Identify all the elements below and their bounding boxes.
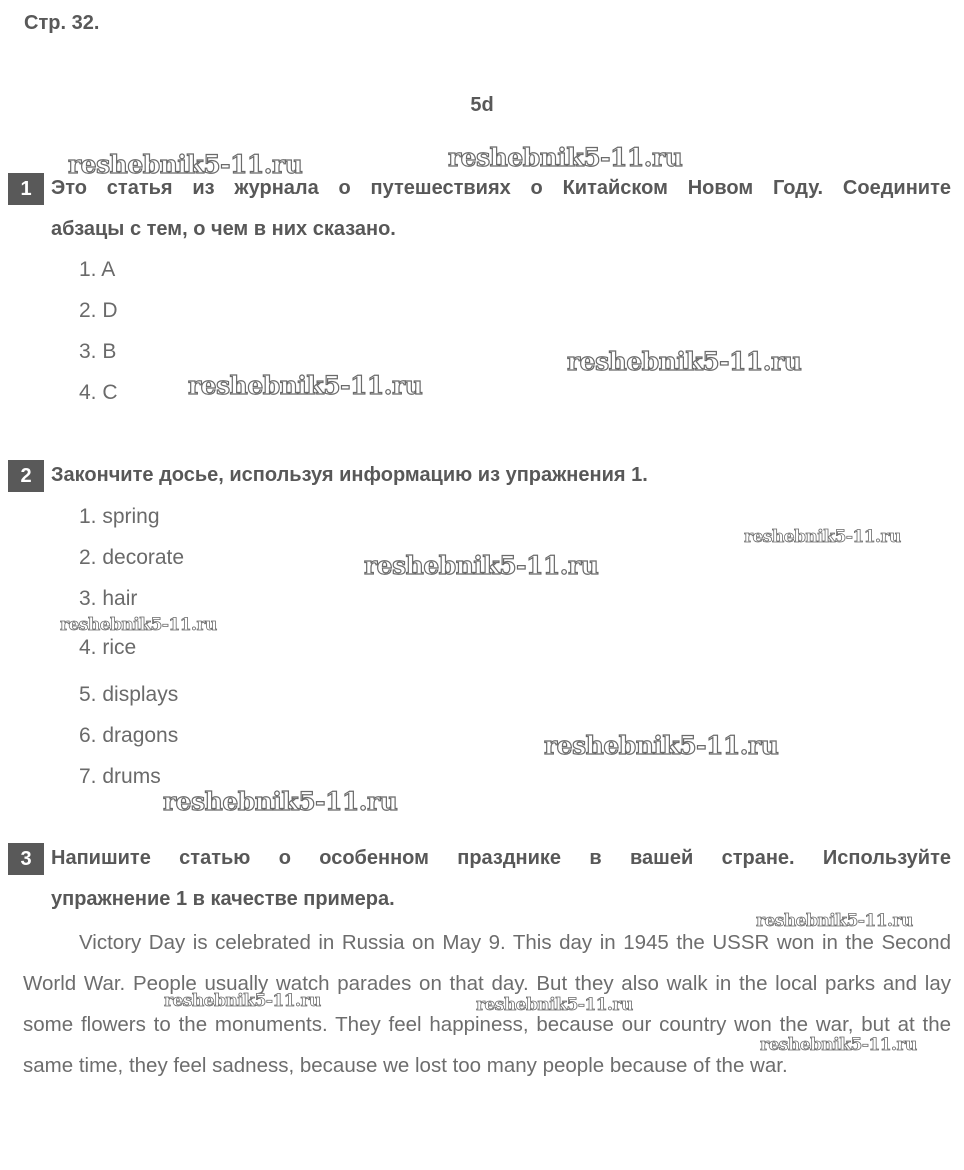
watermark: reshebnik5-11.ru <box>744 527 901 547</box>
watermark: reshebnik5-11.ru <box>448 143 683 172</box>
watermark: reshebnik5-11.ru <box>756 911 913 931</box>
watermark: reshebnik5-11.ru <box>760 1035 917 1055</box>
watermark: reshebnik5-11.ru <box>544 731 779 760</box>
task-2-number: 2 <box>8 460 44 492</box>
watermark: reshebnik5-11.ru <box>188 371 423 400</box>
task-2-answer-3: 3. hair <box>79 587 138 610</box>
watermark: reshebnik5-11.ru <box>476 995 633 1015</box>
watermark: reshebnik5-11.ru <box>60 615 217 635</box>
watermark: reshebnik5-11.ru <box>364 551 599 580</box>
task-2-answer-7: 7. drums <box>79 765 161 788</box>
task-1-title-line1: Это статья из журнала о путешествиях о Китайском Новом Году. Соедините <box>51 177 951 199</box>
task-2-answer-6: 6. dragons <box>79 724 179 747</box>
watermark: reshebnik5-11.ru <box>163 787 398 816</box>
task-2-answer-1: 1. spring <box>79 505 160 528</box>
task-1-number: 1 <box>8 173 44 205</box>
task-2-answer-4: 4. rice <box>79 636 137 659</box>
task-2-answer-2: 2. decorate <box>79 546 185 569</box>
task-3-title-line2: упражнение 1 в качестве примера. <box>51 888 395 910</box>
task-1-answer-2: 2. D <box>79 299 118 322</box>
page-label: Стр. 32. <box>24 12 100 34</box>
task-3-answer-paragraph: Victory Day is celebrated in Russia on May 9. This day in 1945 the USSR won in the Second World War. People usually watch parades on that day. But they also walk in the local parks and lay some flowers to the monuments. They feel happiness, because our country won the war, but at the same time, they feel sadness, because we lost too many people because of the war. <box>23 931 951 1077</box>
task-3-title-line1: Напишите статью о особенном празднике в вашей стране. Используйте <box>51 847 951 869</box>
task-1-answer-3: 3. B <box>79 340 117 363</box>
watermark: reshebnik5-11.ru <box>68 150 303 179</box>
task-3-number: 3 <box>8 843 44 875</box>
task-1-answer-1: 1. A <box>79 258 116 281</box>
watermark: reshebnik5-11.ru <box>567 347 802 376</box>
section-title: 5d <box>470 94 494 116</box>
task-2-answer-5: 5. displays <box>79 683 179 706</box>
task-2-title: Закончите досье, используя информацию из упражнения 1. <box>51 464 648 486</box>
task-1-answer-4: 4. C <box>79 381 118 404</box>
watermark: reshebnik5-11.ru <box>164 991 321 1011</box>
task-1-title-line2: абзацы с тем, о чем в них сказано. <box>51 218 396 240</box>
